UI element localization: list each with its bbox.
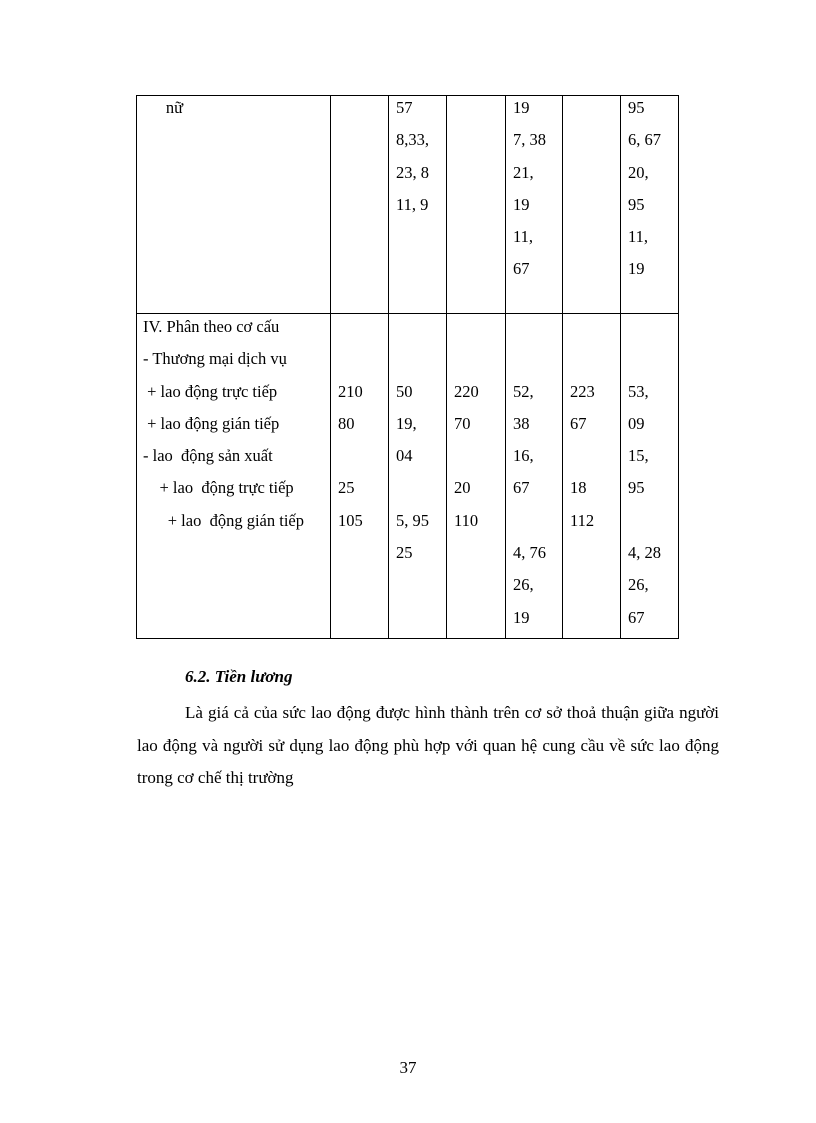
- cell-line: 112: [570, 510, 595, 530]
- cell-line: [338, 311, 388, 343]
- cell-line: 110: [454, 510, 479, 530]
- value-cell: [447, 314, 506, 639]
- cell-line: [628, 505, 678, 537]
- section-paragraph: [137, 697, 719, 795]
- cell-line: + lao động gián tiếp: [143, 510, 304, 530]
- cell-line: 6, 67: [628, 130, 661, 150]
- cell-line: 95: [628, 98, 645, 117]
- cell-line: 25: [396, 543, 413, 563]
- cell-line: [628, 343, 678, 375]
- paragraph-text: Là giá cả của sức lao động được hình thành trên cơ sở thoả thuận giữa người lao động và người sử dụng lao động phù hợp với quan hệ cung cầu về sức lao động trong cơ chế thị trường: [137, 703, 719, 787]
- value-cell: [563, 314, 621, 639]
- cell-line: 220: [454, 381, 479, 401]
- cell-line: 19: [513, 194, 530, 214]
- cell-line: + lao động trực tiếp: [143, 381, 278, 401]
- value-cell: [563, 96, 621, 314]
- cell-line: - Thương mại dịch vụ: [143, 349, 287, 369]
- cell-line: [338, 440, 388, 472]
- cell-line: 57: [396, 98, 413, 117]
- cell-line: 20,: [628, 162, 649, 182]
- cell-line: 67: [628, 607, 645, 627]
- cell-line: 95: [628, 478, 645, 498]
- cell-line: 4, 28: [628, 543, 661, 563]
- cell-line: [454, 440, 505, 472]
- value-cell: [506, 96, 563, 314]
- cell-line: 19,: [396, 413, 417, 433]
- cell-line: 52,: [513, 381, 534, 401]
- cell-line: 18: [570, 478, 587, 498]
- cell-line: [396, 472, 446, 504]
- cell-line: 19: [513, 607, 530, 627]
- cell-line: 16,: [513, 446, 534, 466]
- cell-line: 105: [338, 510, 363, 530]
- row-label-cell: [137, 96, 331, 314]
- cell-line: 15,: [628, 446, 649, 466]
- value-cell: [389, 96, 447, 314]
- cell-line: [513, 343, 562, 375]
- value-cell: [331, 314, 389, 639]
- cell-line: [454, 343, 505, 375]
- cell-line: 25: [338, 478, 355, 498]
- cell-line: 04: [396, 446, 413, 466]
- cell-line: 11,: [513, 227, 534, 247]
- cell-line: 53,: [628, 381, 649, 401]
- cell-line: 67: [513, 259, 530, 279]
- cell-line: [628, 311, 678, 343]
- cell-line: [570, 440, 620, 472]
- row-label-cell: [137, 314, 331, 639]
- labor-structure-table: [136, 95, 679, 639]
- cell-line: [396, 343, 446, 375]
- cell-line: 210: [338, 381, 363, 401]
- cell-line: 26,: [513, 575, 534, 595]
- cell-line: [513, 311, 562, 343]
- cell-line: [570, 343, 620, 375]
- cell-line: 7, 38: [513, 130, 546, 150]
- cell-line: [454, 311, 505, 343]
- cell-line: - lao động sản xuất: [143, 446, 273, 466]
- page-number: 37: [399, 1058, 417, 1077]
- value-cell: [331, 96, 389, 314]
- cell-line: nữ: [137, 98, 184, 117]
- cell-line: 23, 8: [396, 162, 429, 182]
- cell-line: [513, 505, 562, 537]
- table-row: [137, 96, 679, 314]
- cell-line: 95: [628, 194, 645, 214]
- table-row: [137, 314, 679, 639]
- value-cell: [506, 314, 563, 639]
- value-cell: [389, 314, 447, 639]
- value-cell: [447, 96, 506, 314]
- cell-line: IV. Phân theo cơ cấu: [143, 317, 280, 336]
- cell-line: 26,: [628, 575, 649, 595]
- cell-line: 11, 9: [396, 194, 429, 214]
- cell-line: 38: [513, 413, 530, 433]
- value-cell: [621, 314, 679, 639]
- cell-line: [396, 311, 446, 343]
- value-cell: [621, 96, 679, 314]
- cell-line: 20: [454, 478, 471, 498]
- cell-line: 223: [570, 381, 595, 401]
- section-heading: 6.2. Tiền lương: [185, 667, 293, 686]
- cell-line: [338, 343, 388, 375]
- cell-line: 4, 76: [513, 543, 546, 563]
- cell-line: 80: [338, 413, 355, 433]
- cell-line: 67: [513, 478, 530, 498]
- cell-line: 70: [454, 413, 471, 433]
- cell-line: 19: [628, 259, 645, 279]
- cell-line: 11,: [628, 227, 649, 247]
- cell-line: 09: [628, 413, 645, 433]
- cell-line: + lao động trực tiếp: [143, 478, 294, 498]
- cell-line: 19: [513, 98, 530, 117]
- cell-line: 21,: [513, 162, 534, 182]
- cell-line: [570, 311, 620, 343]
- cell-line: 5, 95: [396, 510, 429, 530]
- cell-line: + lao động gián tiếp: [143, 413, 280, 433]
- cell-line: 67: [570, 413, 587, 433]
- cell-line: 50: [396, 381, 413, 401]
- cell-line: 8,33,: [396, 130, 429, 150]
